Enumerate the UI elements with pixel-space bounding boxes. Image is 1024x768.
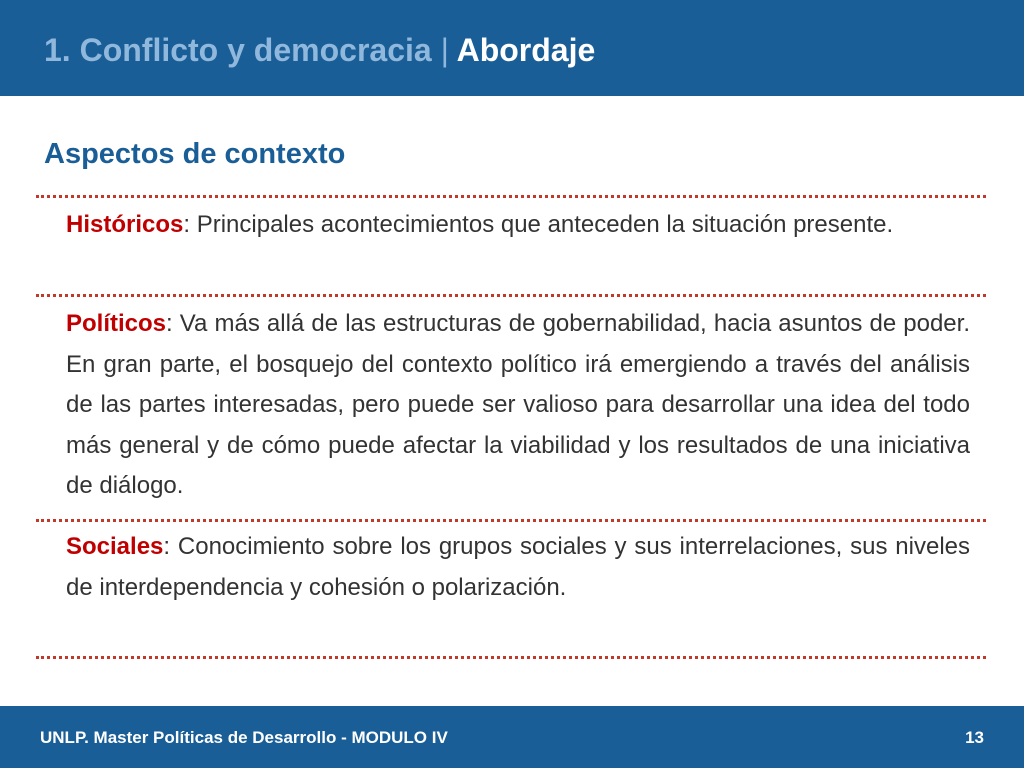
header-bar xyxy=(0,0,1024,96)
dotted-divider xyxy=(36,195,986,198)
dotted-divider xyxy=(36,294,986,297)
list-item-sociales xyxy=(66,527,970,608)
dotted-divider xyxy=(36,656,986,659)
dotted-divider xyxy=(36,519,986,522)
slide-title xyxy=(44,30,595,70)
item-text: : Conocimiento sobre los grupos sociales y sus interrelaciones, sus niveles de interdependencia y cohesión o polarización. xyxy=(66,533,970,601)
item-text: : Principales acontecimientos que anteceden la situación presente. xyxy=(183,211,894,238)
slide-title-separator: | xyxy=(440,32,449,68)
list-item-historicos xyxy=(66,205,970,246)
item-term: Políticos xyxy=(66,310,167,337)
item-term: Sociales xyxy=(66,533,164,560)
footer-bar xyxy=(0,706,1024,768)
item-term: Históricos xyxy=(66,211,184,238)
item-text: : Va más allá de las estructuras de gobernabilidad, hacia asuntos de poder. En gran parte, el bosquejo del contexto político irá emergiendo a través del análisis de las partes interesadas, pero puede ser valioso para desarrollar una idea del todo más general y de cómo puede afectar la viabilidad y los resultados de una iniciativa de diálogo. xyxy=(66,310,970,499)
list-item-politicos xyxy=(66,304,970,507)
page-number: 13 xyxy=(965,728,984,747)
slide-title-sub: Abordaje xyxy=(456,32,596,68)
section-title: Aspectos de contexto xyxy=(44,138,346,170)
footer-text: UNLP. Master Políticas de Desarrollo - MODULO IV xyxy=(40,728,448,747)
slide-title-main: 1. Conflicto y democracia xyxy=(44,32,432,68)
